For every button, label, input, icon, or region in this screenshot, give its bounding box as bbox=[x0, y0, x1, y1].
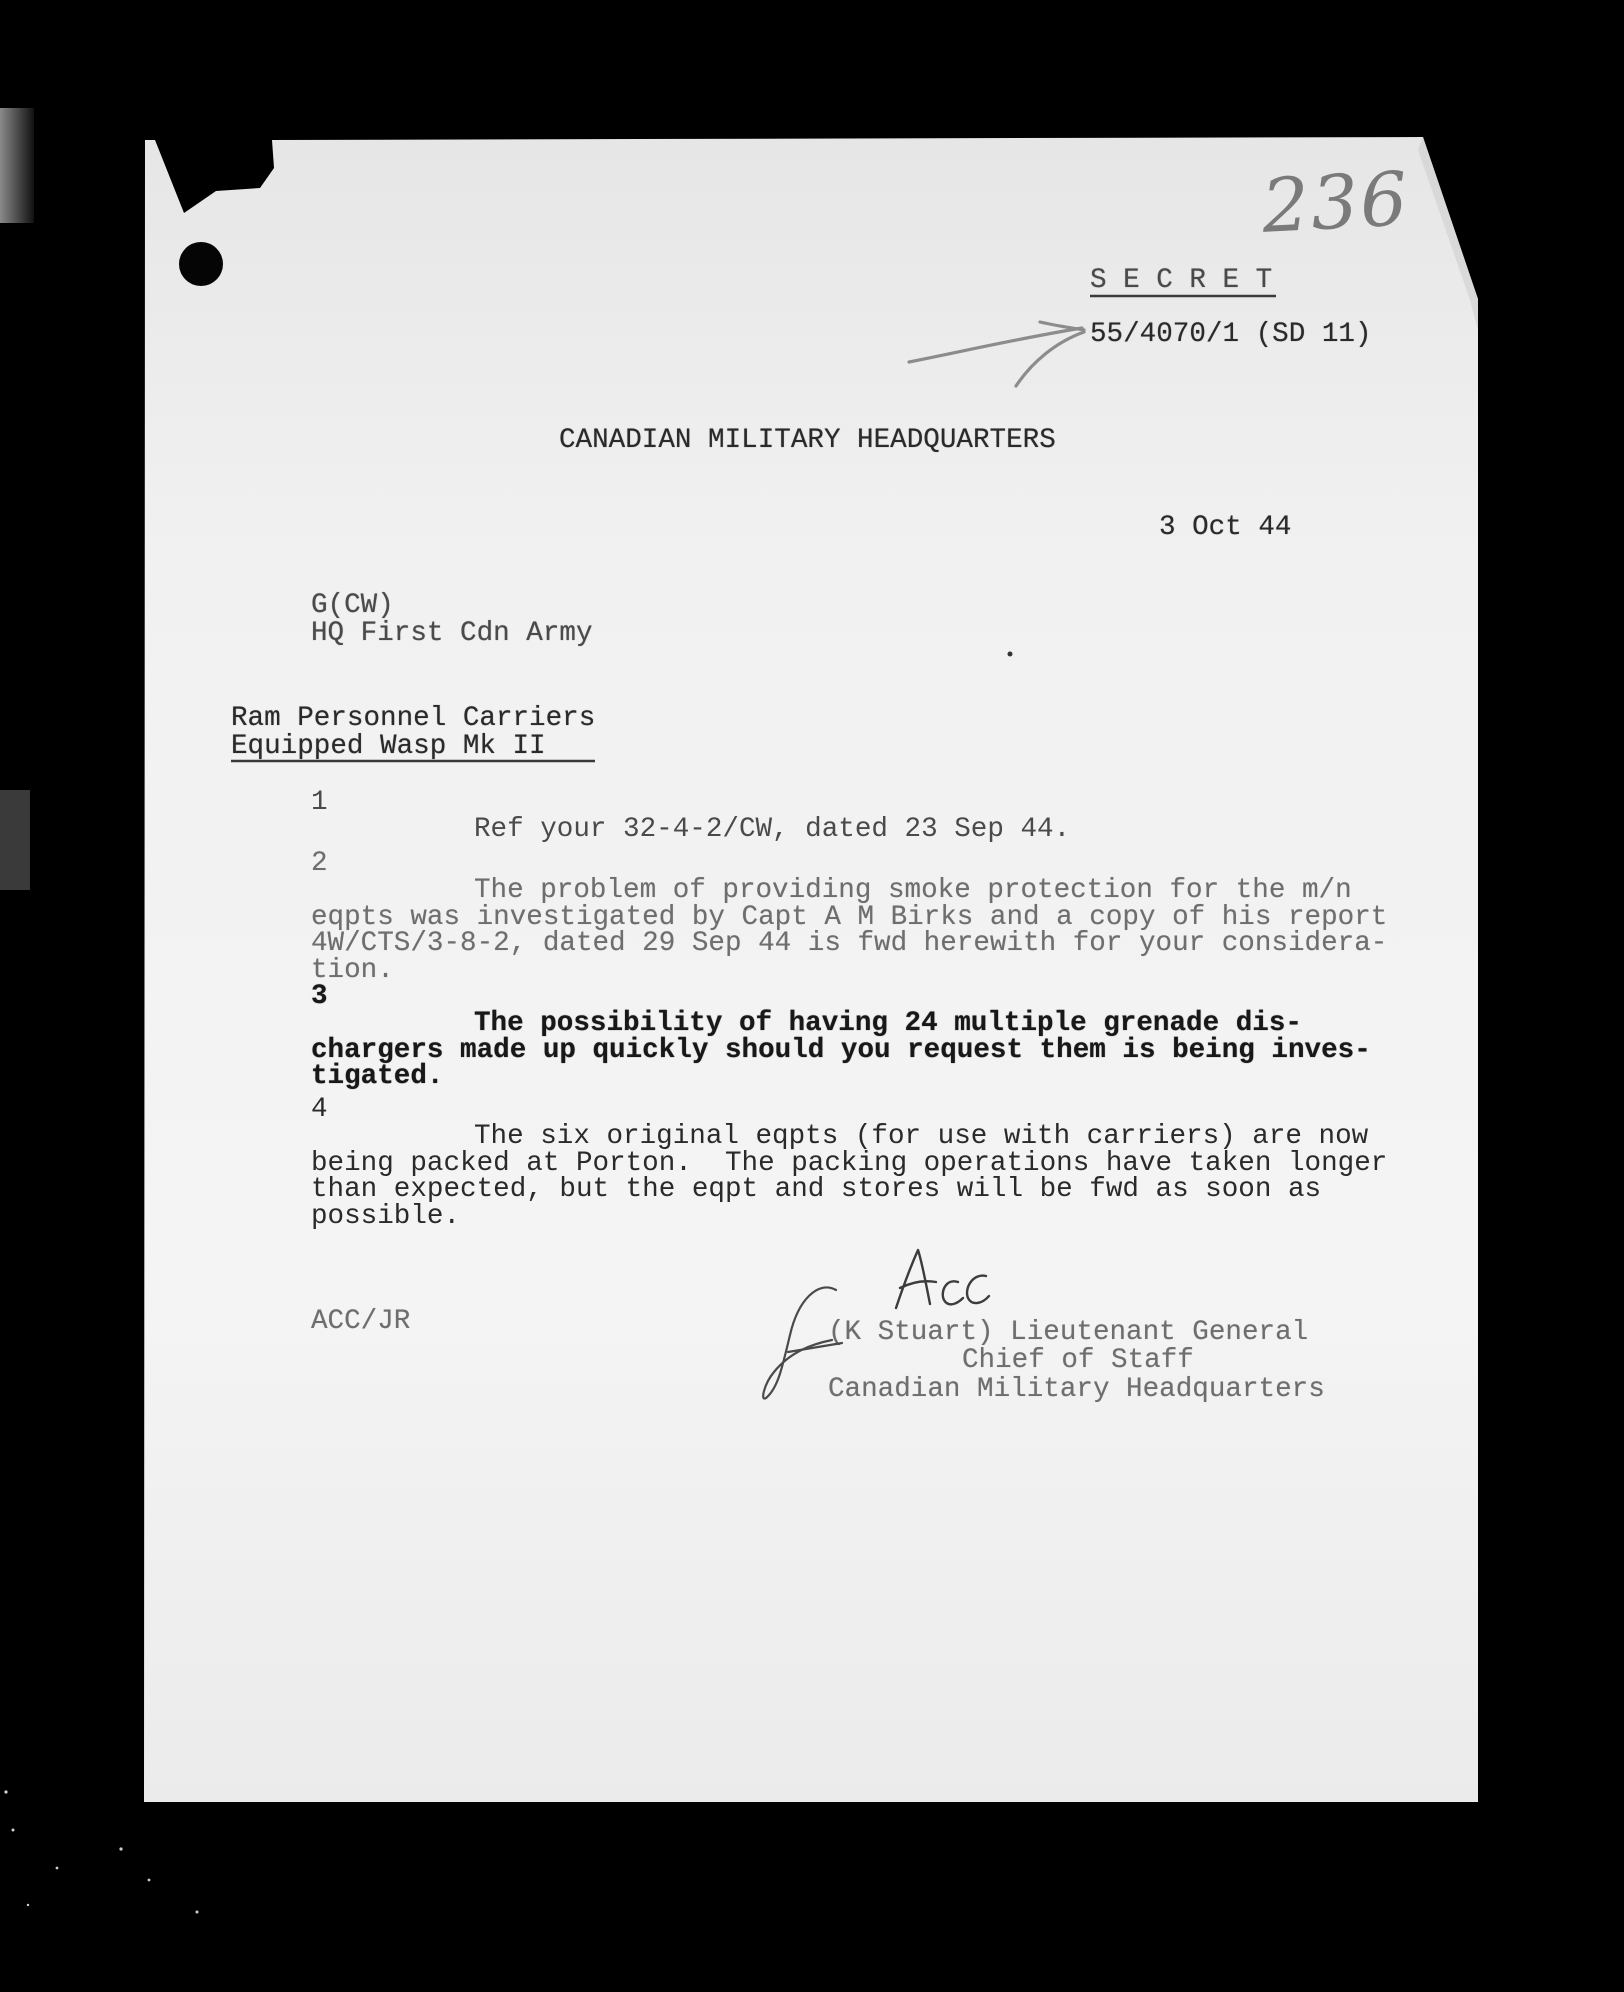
paragraph-line: Ref your 32-4-2/CW, dated 23 Sep 44. bbox=[474, 813, 1071, 845]
reference-initials: ACC/JR bbox=[311, 1306, 411, 1337]
scan-edge-artifact bbox=[0, 108, 34, 223]
paragraph bbox=[311, 1094, 1431, 1233]
paragraph-line: The problem of providing smoke protection for the m/n bbox=[474, 874, 1352, 906]
paragraph-line: tion. bbox=[311, 955, 394, 987]
signature-block-line: Canadian Military Headquarters bbox=[828, 1374, 1325, 1405]
letterhead-title: CANADIAN MILITARY HEADQUARTERS bbox=[559, 425, 1056, 456]
paragraph-number: 4 bbox=[311, 1094, 328, 1125]
paragraph-line: The possibility of having 24 multiple grenade dis- bbox=[474, 1007, 1302, 1039]
document-date: 3 Oct 44 bbox=[1159, 512, 1292, 543]
paragraph bbox=[311, 981, 1431, 1093]
file-reference: 55/4070/1 (SD 11) bbox=[1090, 319, 1372, 350]
scan-specks bbox=[4, 1790, 198, 1913]
paragraph bbox=[311, 848, 1431, 987]
paragraph-line: The six original eqpts (for use with carriers) are now bbox=[474, 1120, 1369, 1152]
addressee-line: HQ First Cdn Army bbox=[311, 618, 593, 649]
scan-edge-artifact bbox=[0, 790, 30, 890]
classification-marking: S E C R E T bbox=[1090, 265, 1273, 296]
paragraph-line: chargers made up quickly should you request them is being inves- bbox=[311, 1034, 1371, 1066]
paragraph-number: 1 bbox=[311, 787, 328, 818]
paragraph-line: 4W/CTS/3-8-2, dated 29 Sep 44 is fwd herewith for your considera- bbox=[311, 928, 1388, 960]
paragraph-line: possible. bbox=[311, 1201, 461, 1233]
paragraph bbox=[311, 787, 1431, 845]
subject-line: Equipped Wasp Mk II bbox=[231, 731, 546, 762]
subject-line: Ram Personnel Carriers bbox=[231, 703, 596, 734]
paragraph-line: tigated. bbox=[311, 1061, 444, 1093]
paragraph-line: eqpts was investigated by Capt A M Birks and a copy of his report bbox=[311, 901, 1388, 933]
handwritten-page-number: 236 bbox=[1259, 156, 1412, 250]
addressee-line: G(CW) bbox=[311, 590, 394, 621]
signature-block-line: (K Stuart) Lieutenant General bbox=[828, 1317, 1309, 1348]
paragraph-number: 2 bbox=[311, 848, 328, 879]
paper-speck bbox=[1008, 652, 1013, 657]
punch-hole bbox=[179, 242, 223, 286]
signature-block-line: Chief of Staff bbox=[962, 1345, 1194, 1376]
paragraph-line: than expected, but the eqpt and stores will be fwd as soon as bbox=[311, 1174, 1322, 1206]
paragraph-line: being packed at Porton. The packing operations have taken longer bbox=[311, 1147, 1388, 1179]
paragraph-number: 3 bbox=[311, 981, 328, 1012]
